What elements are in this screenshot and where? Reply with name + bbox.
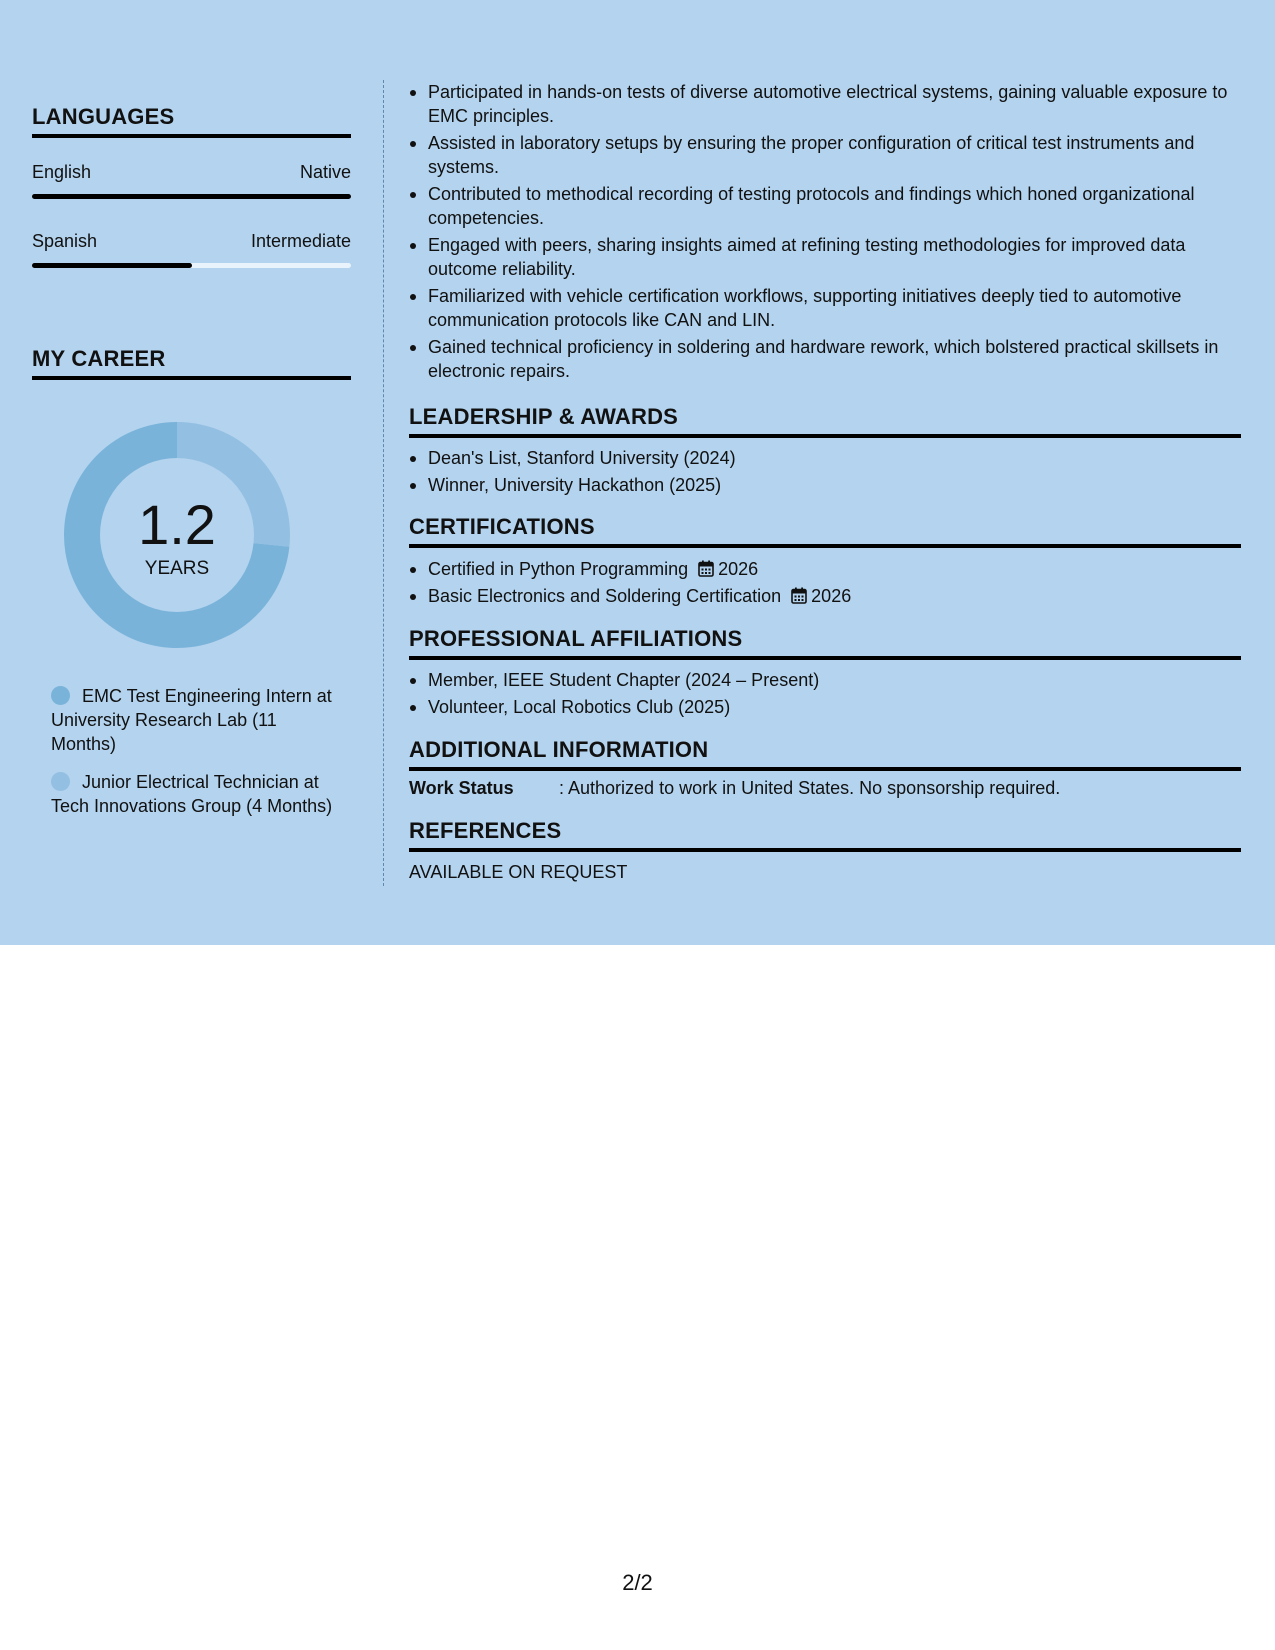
references-text: AVAILABLE ON REQUEST: [409, 862, 628, 882]
career-total-value: 1.2: [138, 493, 216, 556]
certification-item: [409, 557, 1241, 581]
language-bar-english: [32, 194, 351, 199]
work-status-row: [409, 778, 1241, 799]
language-name: English: [32, 162, 92, 182]
affiliation-item: Member, IEEE Student Chapter (2024 – Present): [409, 668, 1241, 692]
language-row-english: [32, 162, 351, 183]
language-row-spanish: [32, 231, 351, 252]
calendar-icon: [791, 587, 807, 604]
career-legend-dot: [51, 772, 70, 791]
affiliation-item: Volunteer, Local Robotics Club (2025): [409, 695, 1241, 719]
language-bar-spanish: [32, 263, 351, 268]
certifications-title: CERTIFICATIONS: [409, 514, 1241, 548]
certifications-list: [409, 557, 1241, 611]
experience-bullet: Engaged with peers, sharing insights aimed at refining testing methodologies for improved data outcome reliability.: [409, 233, 1241, 281]
affiliations-list: [409, 668, 1241, 722]
certification-name: Basic Electronics and Soldering Certification: [428, 586, 782, 606]
experience-bullets: [409, 80, 1241, 386]
experience-bullet: Contributed to methodical recording of testing protocols and findings which honed organizational competencies.: [409, 182, 1241, 230]
certification-year: 2026: [718, 559, 759, 579]
language-level: Intermediate: [250, 231, 351, 251]
career-item-text: EMC Test Engineering Intern at University Research Lab (11 Months): [51, 686, 332, 754]
career-item: [51, 770, 341, 818]
language-bar-fill: [32, 263, 192, 268]
certification-year: 2026: [811, 586, 852, 606]
references-title: REFERENCES: [409, 818, 1241, 852]
language-name: Spanish: [32, 231, 98, 251]
column-divider: [383, 80, 384, 886]
awards-list: [409, 446, 1241, 500]
career-title: MY CAREER: [32, 346, 351, 380]
affiliations-title: PROFESSIONAL AFFILIATIONS: [409, 626, 1241, 660]
experience-bullet: Assisted in laboratory setups by ensuring the proper configuration of critical test instruments and systems.: [409, 131, 1241, 179]
work-status-value: : Authorized to work in United States. No sponsorship required.: [559, 778, 1061, 798]
experience-bullet: Familiarized with vehicle certification workflows, supporting initiatives deeply tied to automotive communication protocols like CAN and LIN.: [409, 284, 1241, 332]
career-legend-dot: [51, 686, 70, 705]
award-item: Winner, University Hackathon (2025): [409, 473, 1241, 497]
experience-bullet: Gained technical proficiency in soldering and hardware rework, which bolstered practical skillsets in electronic repairs.: [409, 335, 1241, 383]
award-item: Dean's List, Stanford University (2024): [409, 446, 1241, 470]
language-level: Native: [299, 162, 351, 182]
work-status-label: Work Status: [409, 778, 514, 798]
languages-title: LANGUAGES: [32, 104, 351, 138]
career-total-unit: YEARS: [144, 558, 210, 579]
career-item-text: Junior Electrical Technician at Tech Innovations Group (4 Months): [51, 772, 333, 816]
experience-bullet: Participated in hands-on tests of diverse automotive electrical systems, gaining valuable exposure to EMC principles.: [409, 80, 1241, 128]
certification-item: [409, 584, 1241, 608]
language-bar-fill: [32, 194, 351, 199]
awards-title: LEADERSHIP & AWARDS: [409, 404, 1241, 438]
additional-info-title: ADDITIONAL INFORMATION: [409, 737, 1241, 771]
calendar-icon: [698, 560, 714, 577]
certification-name: Certified in Python Programming: [428, 559, 689, 579]
career-item: [51, 684, 341, 756]
page-number: 2/2: [622, 1570, 653, 1595]
